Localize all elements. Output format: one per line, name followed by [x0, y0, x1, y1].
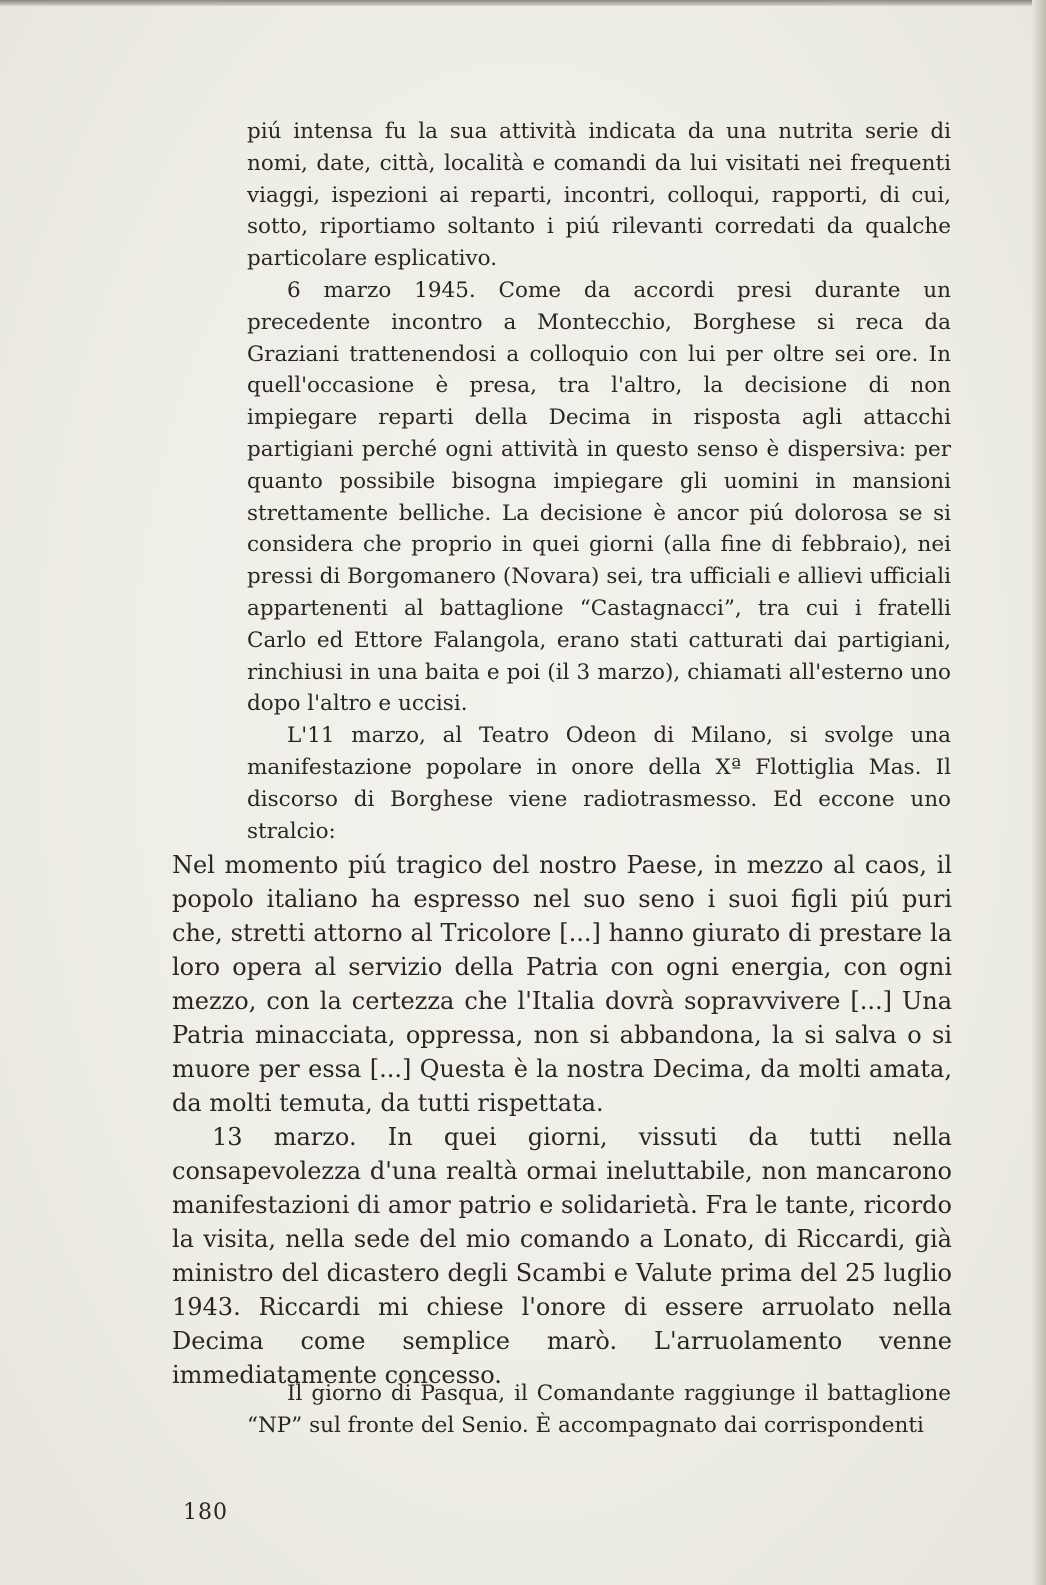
- paragraph-6-marzo: 6 marzo 1945. Come da accordi presi durante un precedente incontro a Montecchio, Borghese si reca da Graziani trattenendosi a colloquio con lui per oltre sei ore. In quell'occasione è presa, tra l'altro, la decisione di non impiegare reparti della Decima in risposta agli attacchi partigiani perché ogni attività in questo senso è dispersiva: per quanto possibile bisogna impiegare gli uomini in mansioni strettamente belliche. La decisione è ancor piú dolorosa se si considera che proprio in quei giorni (alla fine di febbraio), nei pressi di Borgomanero (Novara) sei, tra ufficiali e allievi ufficiali appartenenti al battaglione “Castagnacci”, tra cui i fratelli Carlo ed Ettore Falangola, erano stati catturati dai partigiani, rinchiusi in una baita e poi (il 3 marzo), chiamati all'esterno uno dopo l'altro e uccisi.: [247, 277, 951, 717]
- page-right-edge: [1032, 0, 1046, 1585]
- paragraph-11-marzo: L'11 marzo, al Teatro Odeon di Milano, si svolge una manifestazione popolare in onore della Xª Flottiglia Mas. Il discorso di Borghese viene radiotrasmesso. Ed eccone uno stralcio:: [247, 723, 951, 844]
- paragraph-13-marzo: 13 marzo. In quei giorni, vissuti da tutti nella consapevolezza d'una realtà ormai ineluttabile, non mancarono manifestazioni di amor patrio e solidarietà. Fra le tante, ricordo la visita, nella sede del mio comando a Lonato, di Riccardi, già ministro del dicastero degli Scambi e Valute prima del 25 luglio 1943. Riccardi mi chiese l'onore di essere arruolato nella Decima come semplice marò. L'arruolamento venne immediatamente concesso.: [172, 1123, 952, 1389]
- page-top-edge: [0, 0, 1046, 6]
- narrative-section: [247, 116, 951, 847]
- page-number: 180: [183, 1500, 228, 1525]
- speech-quote-section: [172, 848, 952, 1392]
- narrative-continuation: [247, 1378, 951, 1442]
- paragraph-pasqua: Il giorno di Pasqua, il Comandante raggiunge il battaglione “NP” sul fronte del Senio. È accompagnato dai corrispondenti: [247, 1381, 951, 1438]
- quote-borghese-speech: Nel momento piú tragico del nostro Paese, in mezzo al caos, il popolo italiano ha espresso nel suo seno i suoi figli piú puri che, stretti attorno al Tricolore [...] hanno giurato di prestare la loro opera al servizio della Patria con ogni energia, con ogni mezzo, con la certezza che l'Italia dovrà sopravvivere [...] Una Patria minacciata, oppressa, non si abbandona, la si salva o si muore per essa [...] Questa è la nostra Decima, da molti amata, da molti temuta, da tutti rispettata.: [172, 851, 952, 1117]
- paragraph-activity-intro: piú intensa fu la sua attività indicata da una nutrita serie di nomi, date, città, località e comandi da lui visitati nei frequenti viaggi, ispezioni ai reparti, incontri, colloqui, rapporti, di cui, sotto, riportiamo soltanto i piú rilevanti corredati da qualche particolare esplicativo.: [247, 119, 951, 272]
